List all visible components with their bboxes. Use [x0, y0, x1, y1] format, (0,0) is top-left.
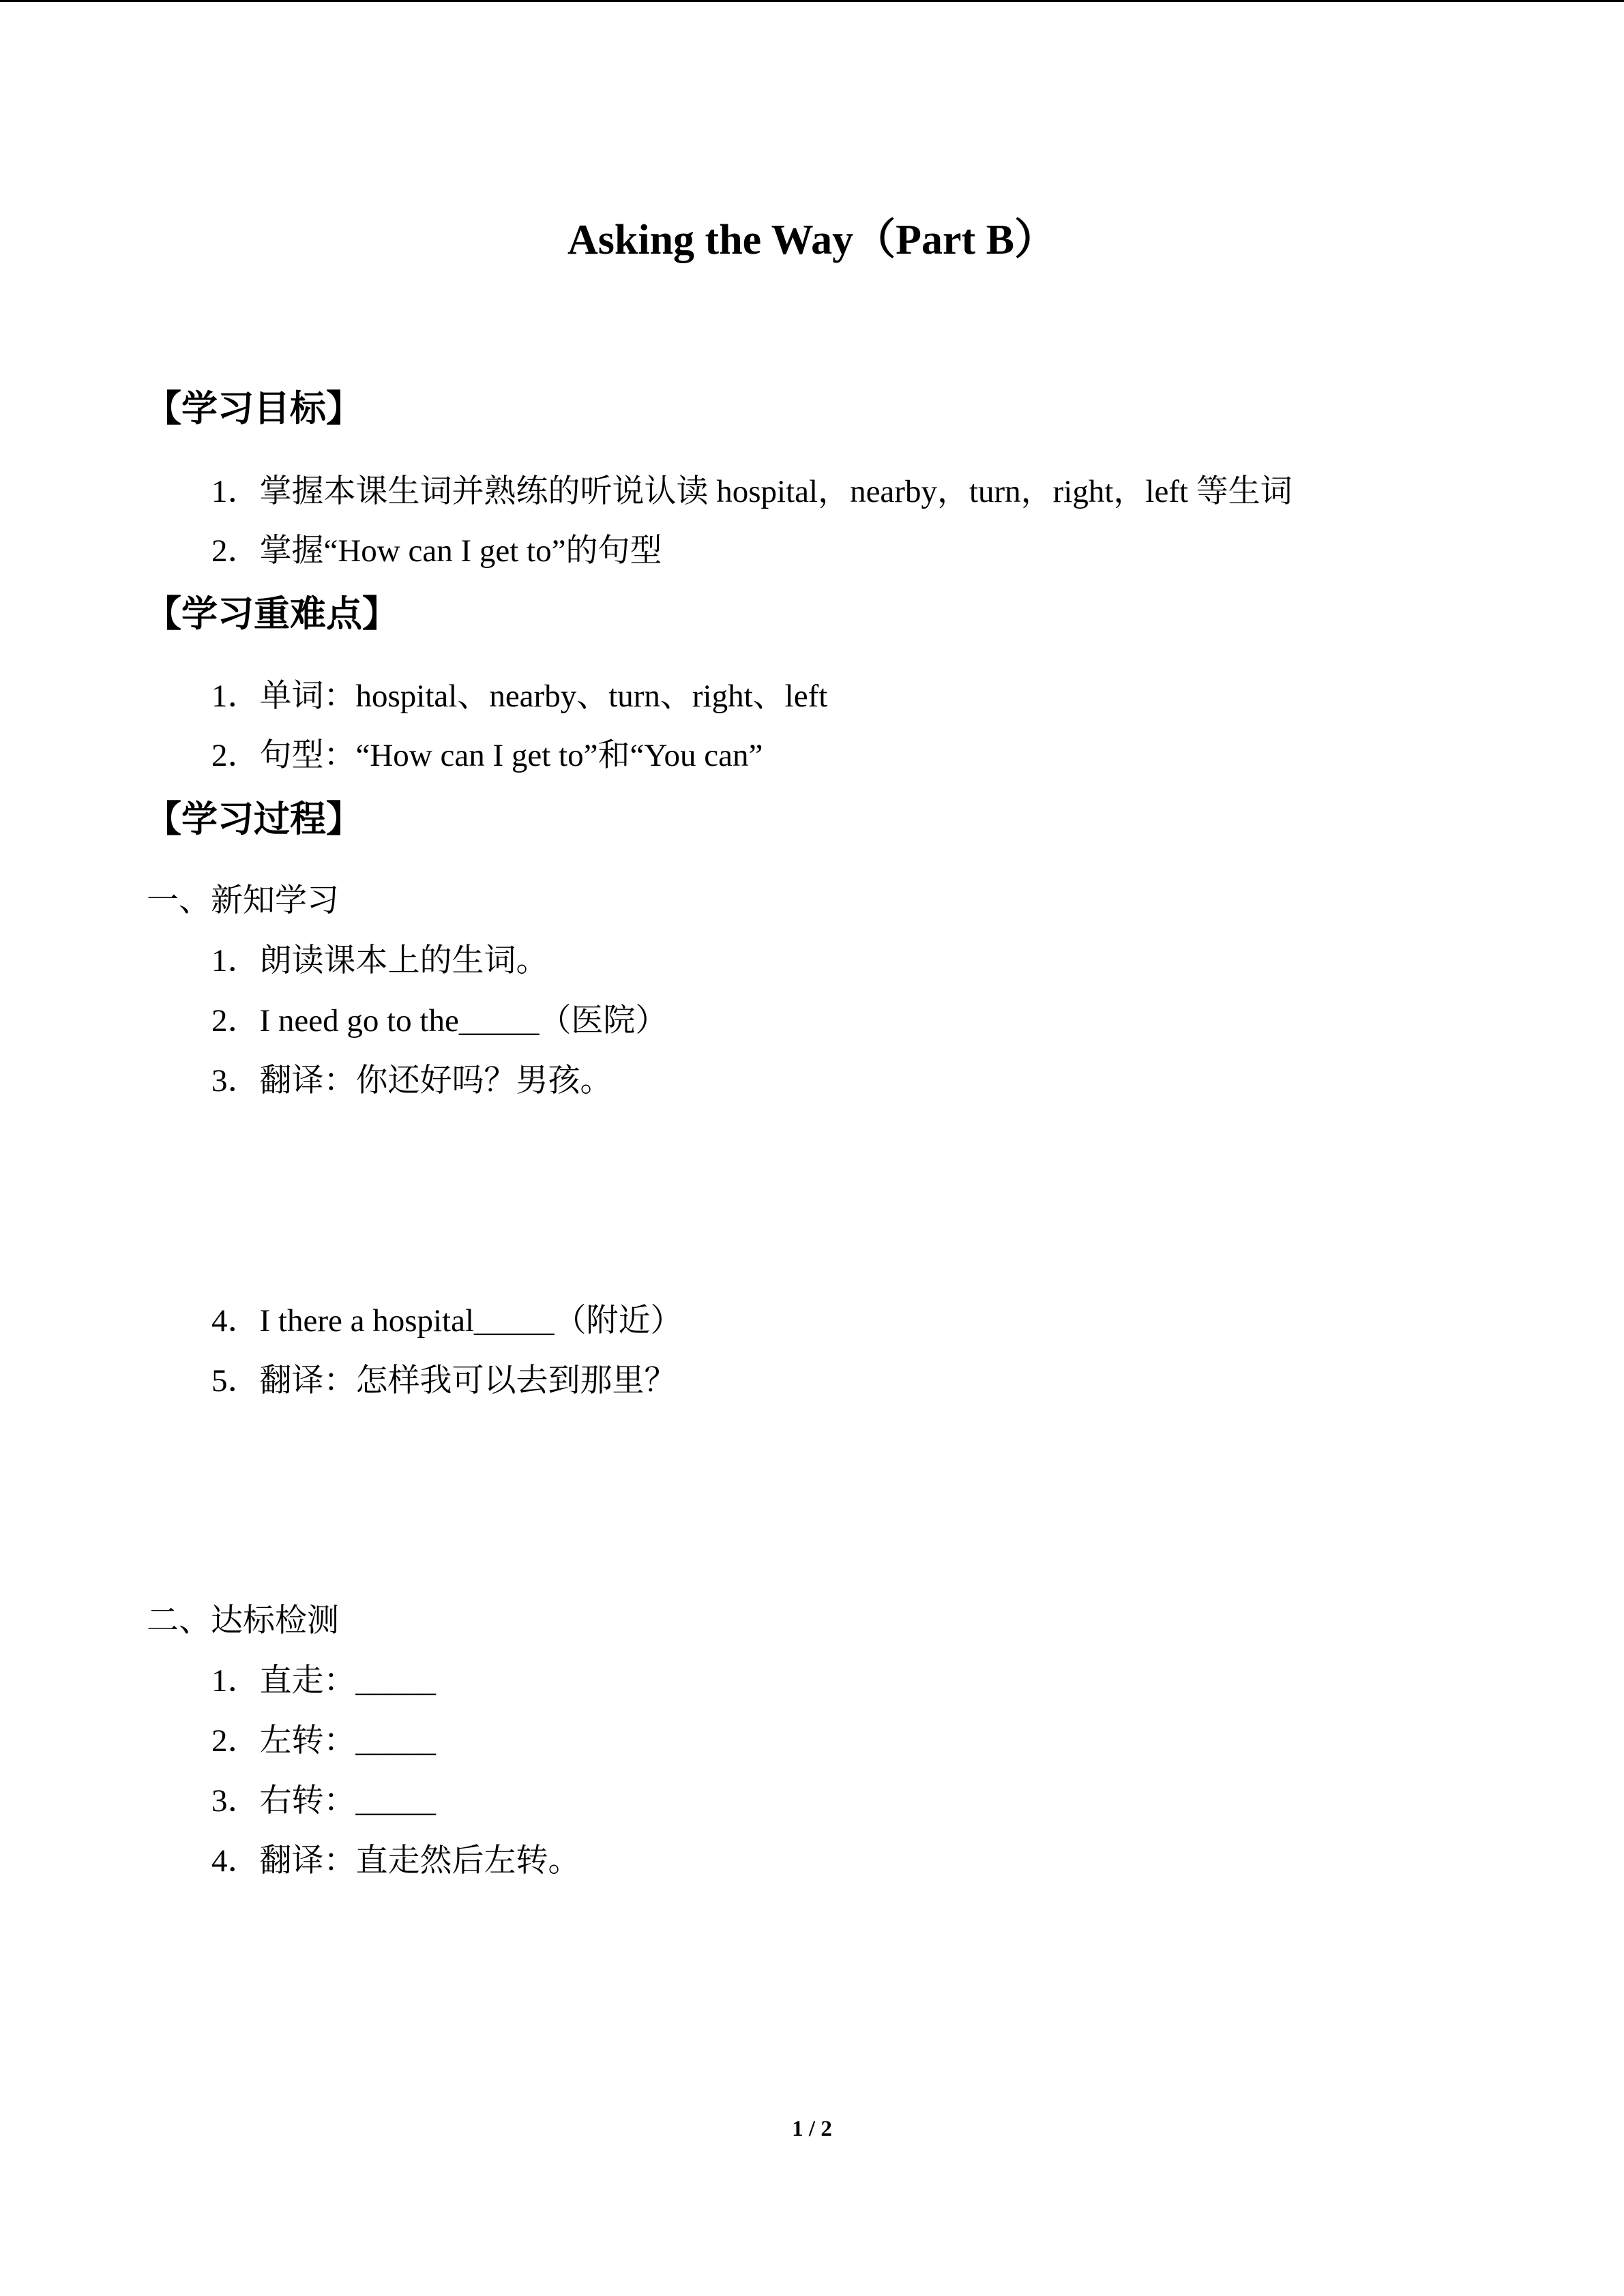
- new-knowledge-item-4: 4．I there a hospital_____（附近）: [211, 1303, 683, 1339]
- objective-item-2: 2．掌握“How can I get to”的句型: [211, 533, 662, 569]
- assessment-item-4: 4．翻译：直走然后左转。: [211, 1843, 580, 1879]
- key-point-item-1: 1．单词：hospital、nearby、turn、right、left: [211, 679, 828, 714]
- assessment-heading: 二、达标检测: [147, 1603, 339, 1639]
- key-point-item-2: 2．句型：“How can I get to”和“You can”: [211, 738, 763, 773]
- assessment-item-3: 3．右转：_____: [211, 1783, 436, 1819]
- new-knowledge-item-3: 3．翻译：你还好吗？男孩。: [211, 1063, 612, 1099]
- page-number: 1 / 2: [792, 2117, 832, 2141]
- new-knowledge-item-5: 5．翻译：怎样我可以去到那里？: [211, 1363, 677, 1399]
- process-heading: 【学习过程】: [145, 800, 362, 839]
- objective-item-1: 1．掌握本课生词并熟练的听说认读 hospital，nearby，turn，right，left 等生词: [211, 474, 1293, 509]
- top-border-line: [0, 0, 1624, 2]
- new-knowledge-item-2: 2．I need go to the_____（医院）: [211, 1003, 668, 1039]
- objectives-heading: 【学习目标】: [145, 389, 362, 429]
- page-title: Asking the Way（Part B）: [567, 217, 1057, 263]
- new-knowledge-heading: 一、新知学习: [147, 883, 339, 919]
- assessment-item-1: 1．直走：_____: [211, 1663, 436, 1699]
- assessment-item-2: 2．左转：_____: [211, 1723, 436, 1759]
- new-knowledge-item-1: 1．朗读课本上的生词。: [211, 943, 548, 979]
- key-points-heading: 【学习重难点】: [145, 595, 398, 634]
